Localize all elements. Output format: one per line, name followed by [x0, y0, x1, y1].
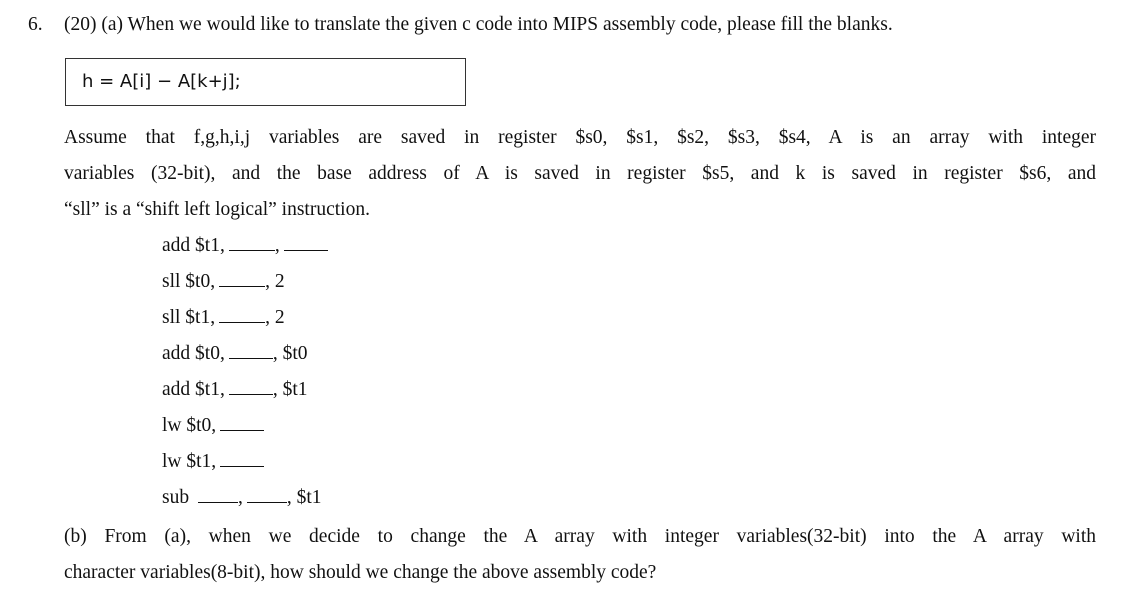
assumption-line-2: variables (32-bit), and the base address of A is saved in register $s5, and k is saved in register $s6, and: [64, 163, 1096, 184]
question-number: 6.: [28, 14, 43, 35]
asm-op: lw $t1,: [162, 451, 217, 472]
answer-blank[interactable]: [284, 249, 328, 251]
assumption-line-1: Assume that f,g,h,i,j variables are saved in register $s0, $s1, $s2, $s3, $s4, A is an array with integer: [64, 127, 1096, 148]
asm-op: lw $t0,: [162, 415, 217, 436]
asm-op: sub: [162, 487, 190, 508]
part-b-line-2: character variables(8-bit), how should we change the above assembly code?: [64, 562, 657, 583]
question-header-text: (20) (a) When we would like to translate the given c code into MIPS assembly code, please fill the blanks.: [64, 14, 893, 35]
asm-op: add $t0,: [162, 343, 225, 364]
answer-blank[interactable]: [220, 429, 264, 431]
c-code-box: [65, 58, 466, 106]
answer-blank[interactable]: [229, 249, 275, 251]
asm-operand: 2: [274, 271, 285, 292]
answer-blank[interactable]: [219, 285, 265, 287]
asm-line-6: [162, 414, 264, 438]
answer-blank[interactable]: [247, 501, 287, 503]
answer-blank[interactable]: [220, 465, 264, 467]
part-b-paragraph: [64, 519, 1096, 555]
asm-line-3: sll $t1, , 2: [162, 307, 285, 328]
question-header: [28, 14, 893, 36]
asm-line-5: add $t1, , $t1: [162, 379, 308, 400]
part-b-line-1: (b) From (a), when we decide to change the A array with integer variables(32-bit) into the A array with: [64, 526, 1096, 547]
asm-operand: $t1: [282, 379, 308, 400]
asm-line-8: sub , , $t1: [162, 487, 322, 508]
asm-op: sll $t0,: [162, 271, 216, 292]
answer-blank[interactable]: [229, 357, 273, 359]
asm-line-7: [162, 450, 264, 474]
part-b-paragraph-end: [64, 555, 1096, 591]
asm-operand: $t1: [296, 487, 322, 508]
asm-operand: 2: [274, 307, 285, 328]
c-code-text: h = A[i] − A[k+j];: [82, 71, 241, 92]
asm-line-2: sll $t0, , 2: [162, 271, 285, 292]
answer-blank[interactable]: [198, 501, 238, 503]
asm-line-4: add $t0, , $t0: [162, 343, 308, 364]
asm-operand: $t0: [282, 343, 308, 364]
asm-op: sll $t1,: [162, 307, 216, 328]
answer-blank[interactable]: [229, 393, 273, 395]
asm-op: add $t1,: [162, 379, 225, 400]
asm-op: add $t1,: [162, 235, 225, 256]
asm-line-1: add $t1, ,: [162, 234, 328, 258]
assumption-paragraph: [64, 120, 1096, 192]
answer-blank[interactable]: [219, 321, 265, 323]
assumption-line-3: “sll” is a “shift left logical” instruction.: [64, 199, 370, 220]
assumption-paragraph-end: [64, 192, 1096, 228]
